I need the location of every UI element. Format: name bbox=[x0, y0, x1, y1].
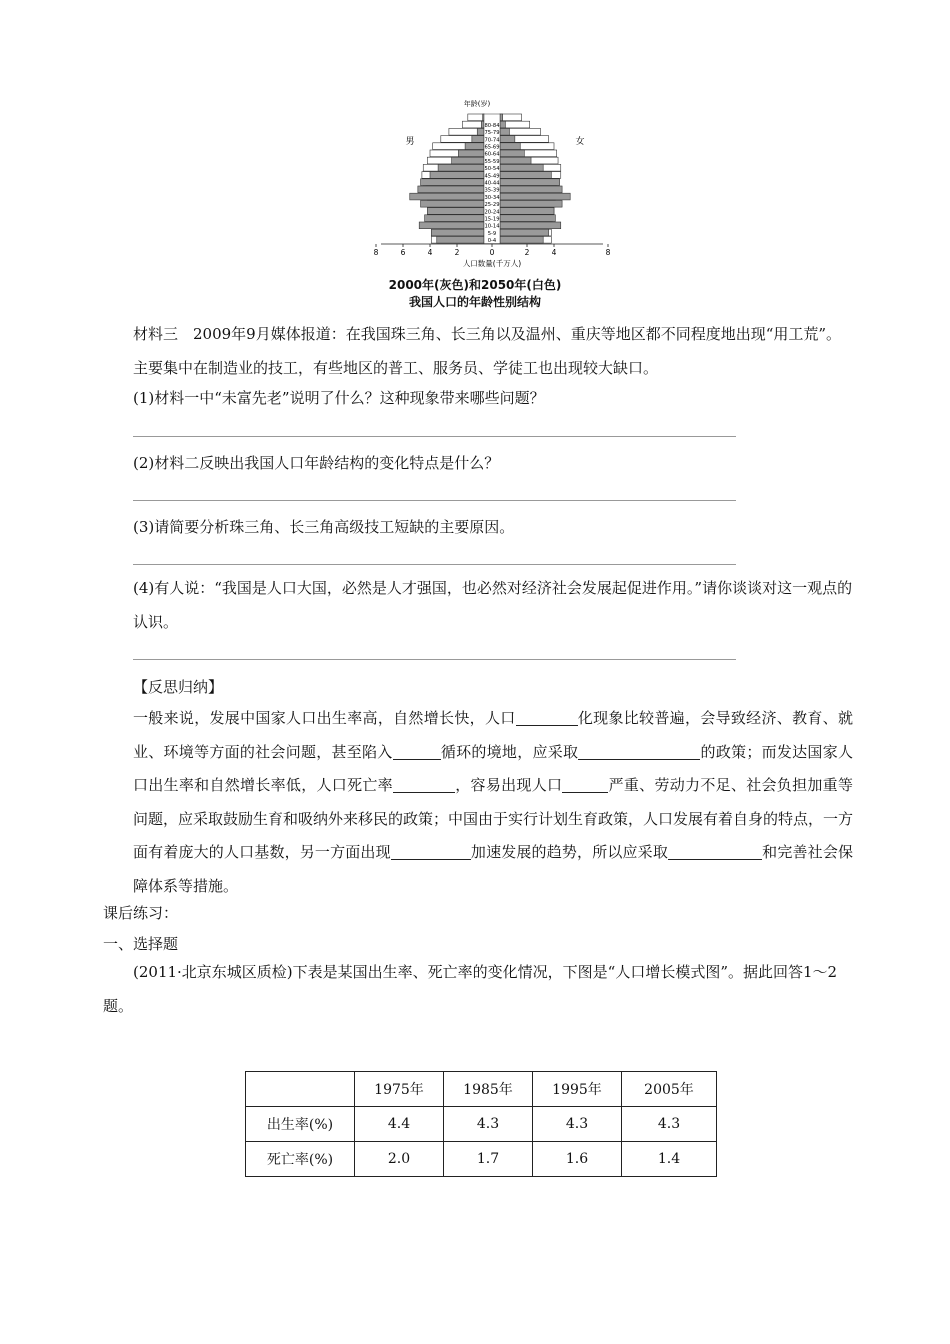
bar-2050-male-85+ bbox=[468, 114, 484, 121]
population-pyramid-chart bbox=[372, 98, 612, 274]
reflection-paragraph bbox=[133, 702, 853, 903]
table-row-birth-rate bbox=[246, 1107, 717, 1142]
table-year-1975: 1975年 bbox=[355, 1072, 444, 1107]
x-tick-label: 2 bbox=[524, 248, 530, 257]
bar-2000-male-65-69 bbox=[465, 143, 484, 150]
x-tick-label: 6 bbox=[400, 248, 406, 257]
pyramid-xlabel: 人口数量(千万人) bbox=[462, 259, 522, 268]
age-label-25-29: 25-29 bbox=[484, 202, 500, 209]
x-tick-label: 2 bbox=[454, 248, 460, 257]
answer-line-4[interactable] bbox=[133, 659, 736, 660]
bar-2000-male-75-79 bbox=[477, 128, 484, 135]
fill-blank-5[interactable] bbox=[562, 776, 608, 793]
table-header-row bbox=[246, 1072, 717, 1107]
bar-2000-male-0-4 bbox=[437, 236, 484, 243]
bar-2000-male-10-14 bbox=[419, 222, 484, 229]
age-label-65-69: 65-69 bbox=[484, 144, 500, 151]
bar-2000-male-20-24 bbox=[427, 208, 484, 215]
x-tick-label: 8 bbox=[605, 248, 611, 257]
bar-2000-female-30-34 bbox=[500, 193, 570, 200]
bar-2000-male-45-49 bbox=[430, 172, 484, 179]
bar-2000-female-55-59 bbox=[500, 157, 531, 164]
bar-2050-male-80-84 bbox=[462, 121, 484, 128]
table-year-2005: 2005年 bbox=[622, 1072, 717, 1107]
table-year-1995: 1995年 bbox=[533, 1072, 622, 1107]
bar-2000-female-60-64 bbox=[500, 150, 524, 157]
bar-2000-female-50-54 bbox=[500, 164, 543, 171]
row-label-birth-rate: 出生率(%) bbox=[246, 1107, 355, 1142]
age-label-50-54: 50-54 bbox=[484, 166, 500, 173]
death-rate-1995: 1.6 bbox=[533, 1142, 622, 1177]
age-label-20-24: 20-24 bbox=[484, 209, 500, 216]
after-class-heading: 课后练习： bbox=[103, 904, 179, 922]
bar-2000-female-80-84 bbox=[500, 121, 505, 128]
age-label-15-19: 15-19 bbox=[484, 216, 500, 223]
age-label-60-64: 60-64 bbox=[484, 151, 500, 158]
bar-2000-male-70-74 bbox=[472, 136, 484, 143]
reflection-text-1: 一般来说，发展中国家人口出生率高，自然增长快，人口 bbox=[133, 709, 516, 727]
x-tick-label: 4 bbox=[427, 248, 433, 257]
x-tick-label: 4 bbox=[551, 248, 557, 257]
age-label-40-44: 40-44 bbox=[484, 180, 500, 187]
age-label-30-34: 30-34 bbox=[484, 194, 500, 201]
birth-rate-1995: 4.3 bbox=[533, 1107, 622, 1142]
bar-2000-female-65-69 bbox=[500, 143, 520, 150]
bar-2000-female-75-79 bbox=[500, 128, 509, 135]
bar-2000-female-10-14 bbox=[500, 222, 561, 229]
question-3: (3)请简要分析珠三角、长三角高级技工短缺的主要原因。 bbox=[133, 518, 515, 536]
fill-blank-2[interactable] bbox=[393, 743, 441, 760]
table-year-1985: 1985年 bbox=[444, 1072, 533, 1107]
bar-2000-male-15-19 bbox=[425, 215, 484, 222]
question-2: (2)材料二反映出我国人口年龄结构的变化特点是什么？ bbox=[133, 454, 500, 472]
bar-2000-female-15-19 bbox=[500, 215, 555, 222]
death-rate-1975: 2.0 bbox=[355, 1142, 444, 1177]
fill-blank-1[interactable] bbox=[516, 709, 578, 726]
bar-2000-male-60-64 bbox=[458, 150, 484, 157]
age-label-80-84: 80-84 bbox=[484, 122, 500, 129]
birth-rate-1985: 4.3 bbox=[444, 1107, 533, 1142]
death-rate-1985: 1.7 bbox=[444, 1142, 533, 1177]
bar-2000-male-40-44 bbox=[421, 179, 484, 186]
age-label-55-59: 55-59 bbox=[484, 158, 500, 165]
age-label-75-79: 75-79 bbox=[484, 130, 500, 137]
material-three: 材料三 2009年9月媒体报道：在我国珠三角、长三角以及温州、重庆等地区都不同程度地出现“用工荒”。主要集中在制造业的技工，有些地区的普工、服务员、学徒工也出现较大缺口。 bbox=[133, 325, 842, 377]
bar-2000-male-5-9 bbox=[431, 229, 484, 236]
reflection-text-3: 循环的境地，应采取 bbox=[440, 742, 579, 761]
age-label-0-4: 0-4 bbox=[487, 238, 497, 245]
question-intro: (2011·北京东城区质检)下表是某国出生率、死亡率的变化情况，下图是“人口增长模式图”。据此回答1～2题。 bbox=[103, 963, 838, 1015]
bar-2000-female-40-44 bbox=[500, 179, 559, 186]
bar-2000-male-50-54 bbox=[438, 164, 484, 171]
question-1: (1)材料一中“未富先老”说明了什么？这种现象带来哪些问题？ bbox=[133, 389, 545, 407]
x-tick-label: 0 bbox=[489, 248, 495, 257]
reflection-text-2: 化现象比较普遍，会导致经济、教育、就业、环境等方面的社会问题，甚至陷入 bbox=[133, 709, 853, 761]
birth-rate-2005: 4.3 bbox=[622, 1107, 717, 1142]
answer-line-2[interactable] bbox=[133, 500, 736, 501]
age-label-45-49: 45-49 bbox=[484, 173, 500, 180]
pyramid-subtitle: 我国人口的年龄性别结构 bbox=[408, 295, 541, 309]
bar-2050-female-85+ bbox=[500, 114, 522, 121]
pyramid-male-label: 男 bbox=[405, 137, 415, 147]
bar-2000-female-70-74 bbox=[500, 136, 515, 143]
table-row-death-rate bbox=[246, 1142, 717, 1177]
age-label-70-74: 70-74 bbox=[484, 137, 500, 144]
bar-2000-male-35-39 bbox=[418, 186, 484, 193]
table-corner-cell bbox=[246, 1072, 355, 1107]
bar-2000-male-25-29 bbox=[421, 200, 484, 207]
reflection-text-5: ，容易出现人口 bbox=[454, 776, 563, 794]
answer-line-3[interactable] bbox=[133, 564, 736, 565]
bar-2000-female-5-9 bbox=[500, 229, 549, 236]
bar-2000-female-0-4 bbox=[500, 236, 543, 243]
reflection-text-7: 加速发展的趋势，所以应采取 bbox=[470, 843, 669, 861]
reflection-text-6: 严重、劳动力不足、社会负担加重等问题，应采取鼓励生育和吸纳外来移民的政策；中国由于实行计划生育政策，人口发展有着自身的特点，一方面有着庞大的人口基数，另一方面出现 bbox=[133, 776, 854, 861]
section-choice-heading: 一、选择题 bbox=[103, 935, 179, 953]
reflection-heading: 【反思归纳】 bbox=[133, 678, 224, 696]
age-label-35-39: 35-39 bbox=[484, 187, 500, 194]
fill-blank-6[interactable] bbox=[391, 843, 471, 860]
pyramid-female-label: 女 bbox=[575, 137, 585, 147]
pyramid-ylabel: 年龄(岁) bbox=[463, 100, 491, 108]
age-label-5-9: 5-9 bbox=[487, 230, 497, 237]
question-4: (4)有人说：“我国是人口大国，必然是人才强国，也必然对经济社会发展起促进作用。”请你谈谈对这一观点的认识。 bbox=[133, 579, 853, 631]
reflection-text-4: 的政策；而发达国家人口出生率和自然增长率低，人口死亡率 bbox=[133, 742, 853, 794]
x-tick-label: 8 bbox=[373, 248, 379, 257]
birth-rate-1975: 4.4 bbox=[355, 1107, 444, 1142]
rates-table bbox=[245, 1071, 717, 1177]
bar-2000-female-25-29 bbox=[500, 200, 562, 207]
bar-2000-male-30-34 bbox=[410, 193, 484, 200]
fill-blank-4[interactable] bbox=[393, 776, 455, 793]
fill-blank-3[interactable] bbox=[578, 743, 700, 760]
bar-2000-male-55-59 bbox=[452, 157, 484, 164]
bar-2000-female-35-39 bbox=[500, 186, 562, 193]
pyramid-title: 2000年(灰色)和2050年(白色) bbox=[388, 278, 562, 292]
bar-2000-female-20-24 bbox=[500, 208, 554, 215]
reflection-text-8: 和完善社会保障体系等措施。 bbox=[133, 843, 853, 895]
row-label-death-rate: 死亡率(%) bbox=[246, 1142, 355, 1177]
age-label-10-14: 10-14 bbox=[484, 223, 500, 230]
bar-2000-female-45-49 bbox=[500, 172, 551, 179]
answer-line-1[interactable] bbox=[133, 436, 736, 437]
death-rate-2005: 1.4 bbox=[622, 1142, 717, 1177]
bar-2000-female-85+ bbox=[500, 114, 503, 121]
fill-blank-7[interactable] bbox=[668, 843, 762, 860]
